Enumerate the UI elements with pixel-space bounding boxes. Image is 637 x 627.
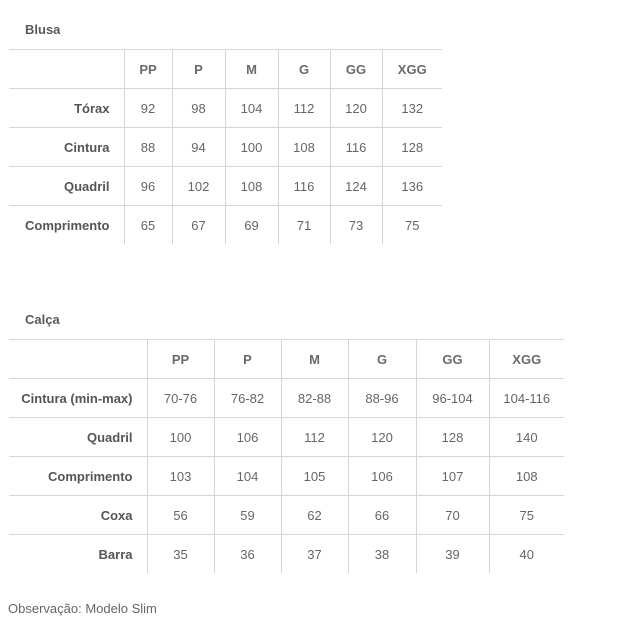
row-label: Quadril bbox=[9, 167, 124, 206]
table-cell: 106 bbox=[214, 418, 281, 457]
blusa-header-row bbox=[9, 50, 442, 89]
table-cell: 75 bbox=[489, 496, 564, 535]
table-cell: 98 bbox=[172, 89, 225, 128]
table-cell: 104 bbox=[225, 89, 278, 128]
table-cell: 75 bbox=[405, 217, 420, 233]
table-cell: 35 bbox=[147, 535, 214, 574]
table-cell: 76-82 bbox=[214, 379, 281, 418]
calca-size-header: PP bbox=[147, 340, 214, 379]
calca-size-header: G bbox=[348, 340, 416, 379]
table-cell: 88 bbox=[124, 128, 172, 167]
table-cell: 102 bbox=[172, 167, 225, 206]
table-cell: 116 bbox=[330, 128, 382, 167]
table-row bbox=[9, 128, 442, 167]
table-cell: 36 bbox=[214, 535, 281, 574]
table-cell: 65 bbox=[124, 206, 172, 245]
table-cell: 132 bbox=[382, 89, 442, 128]
table-cell: 82-88 bbox=[281, 379, 348, 418]
table-cell: 120 bbox=[348, 418, 416, 457]
table-cell: 104-116 bbox=[489, 379, 564, 418]
table-row bbox=[9, 379, 564, 418]
calca-size-header: GG bbox=[416, 340, 489, 379]
table-row bbox=[9, 457, 564, 496]
calca-corner-cell bbox=[9, 340, 147, 379]
table-cell: 124 bbox=[330, 167, 382, 206]
table-cell: 38 bbox=[348, 535, 416, 574]
table-cell: 136 bbox=[382, 167, 442, 206]
table-cell: 70-76 bbox=[147, 379, 214, 418]
row-label: Cintura bbox=[9, 128, 124, 167]
table-cell: 105 bbox=[281, 457, 348, 496]
table-cell: 56 bbox=[147, 496, 214, 535]
table-cell: 128 bbox=[416, 418, 489, 457]
table-cell: 140 bbox=[489, 418, 564, 457]
table-cell: 116 bbox=[278, 167, 330, 206]
table-row bbox=[9, 496, 564, 535]
table-cell: 70 bbox=[416, 496, 489, 535]
table-cell: 62 bbox=[281, 496, 348, 535]
blusa-size-header: P bbox=[172, 50, 225, 89]
table-cell: 69 bbox=[225, 206, 278, 245]
table-cell: 103 bbox=[147, 457, 214, 496]
table-row bbox=[9, 535, 564, 574]
calca-header-row bbox=[9, 340, 564, 379]
calca-size-header: M bbox=[281, 340, 348, 379]
blusa-size-table bbox=[9, 49, 442, 244]
table-cell: 94 bbox=[172, 128, 225, 167]
table-cell: 104 bbox=[214, 457, 281, 496]
table-cell: 73 bbox=[330, 206, 382, 245]
blusa-size-header: M bbox=[225, 50, 278, 89]
table-cell: 96 bbox=[124, 167, 172, 206]
table-cell: 128 bbox=[382, 128, 442, 167]
row-label: Barra bbox=[9, 535, 147, 574]
table-cell: 92 bbox=[124, 89, 172, 128]
blusa-size-header: G bbox=[278, 50, 330, 89]
calca-size-header: XGG bbox=[489, 340, 564, 379]
table-cell: 112 bbox=[281, 418, 348, 457]
calca-size-table bbox=[9, 339, 564, 573]
table-cell: 112 bbox=[278, 89, 330, 128]
table-cell: 96-104 bbox=[416, 379, 489, 418]
table-cell: 106 bbox=[348, 457, 416, 496]
table-cell: 107 bbox=[416, 457, 489, 496]
row-label: Quadril bbox=[9, 418, 147, 457]
row-label: Comprimento bbox=[9, 457, 147, 496]
table-cell: 88-96 bbox=[348, 379, 416, 418]
blusa-size-header: GG bbox=[330, 50, 382, 89]
table-cell: 108 bbox=[278, 128, 330, 167]
table-cell: 108 bbox=[489, 457, 564, 496]
blusa-title: Blusa bbox=[25, 22, 61, 37]
table-row bbox=[9, 418, 564, 457]
table-cell: 66 bbox=[348, 496, 416, 535]
row-label: Tórax bbox=[9, 89, 124, 128]
table-cell: 108 bbox=[225, 167, 278, 206]
row-label: Comprimento bbox=[9, 206, 124, 245]
table-cell: 100 bbox=[225, 128, 278, 167]
table-cell: 39 bbox=[416, 535, 489, 574]
blusa-corner-cell bbox=[9, 50, 124, 89]
calca-size-header: P bbox=[214, 340, 281, 379]
table-cell: 59 bbox=[214, 496, 281, 535]
blusa-size-header: XGG bbox=[382, 50, 442, 89]
table-row bbox=[9, 89, 442, 128]
blusa-size-header: PP bbox=[124, 50, 172, 89]
row-label: Cintura (min-max) bbox=[9, 379, 147, 418]
calca-title: Calça bbox=[25, 312, 60, 327]
observation-note: Observação: Modelo Slim bbox=[8, 601, 157, 616]
row-label: Coxa bbox=[9, 496, 147, 535]
table-cell: 67 bbox=[172, 206, 225, 245]
table-cell: 120 bbox=[330, 89, 382, 128]
table-cell: 37 bbox=[281, 535, 348, 574]
table-cell: 71 bbox=[278, 206, 330, 245]
table-cell: 40 bbox=[519, 546, 534, 562]
table-row bbox=[9, 167, 442, 206]
table-row bbox=[9, 206, 442, 245]
table-cell: 100 bbox=[147, 418, 214, 457]
